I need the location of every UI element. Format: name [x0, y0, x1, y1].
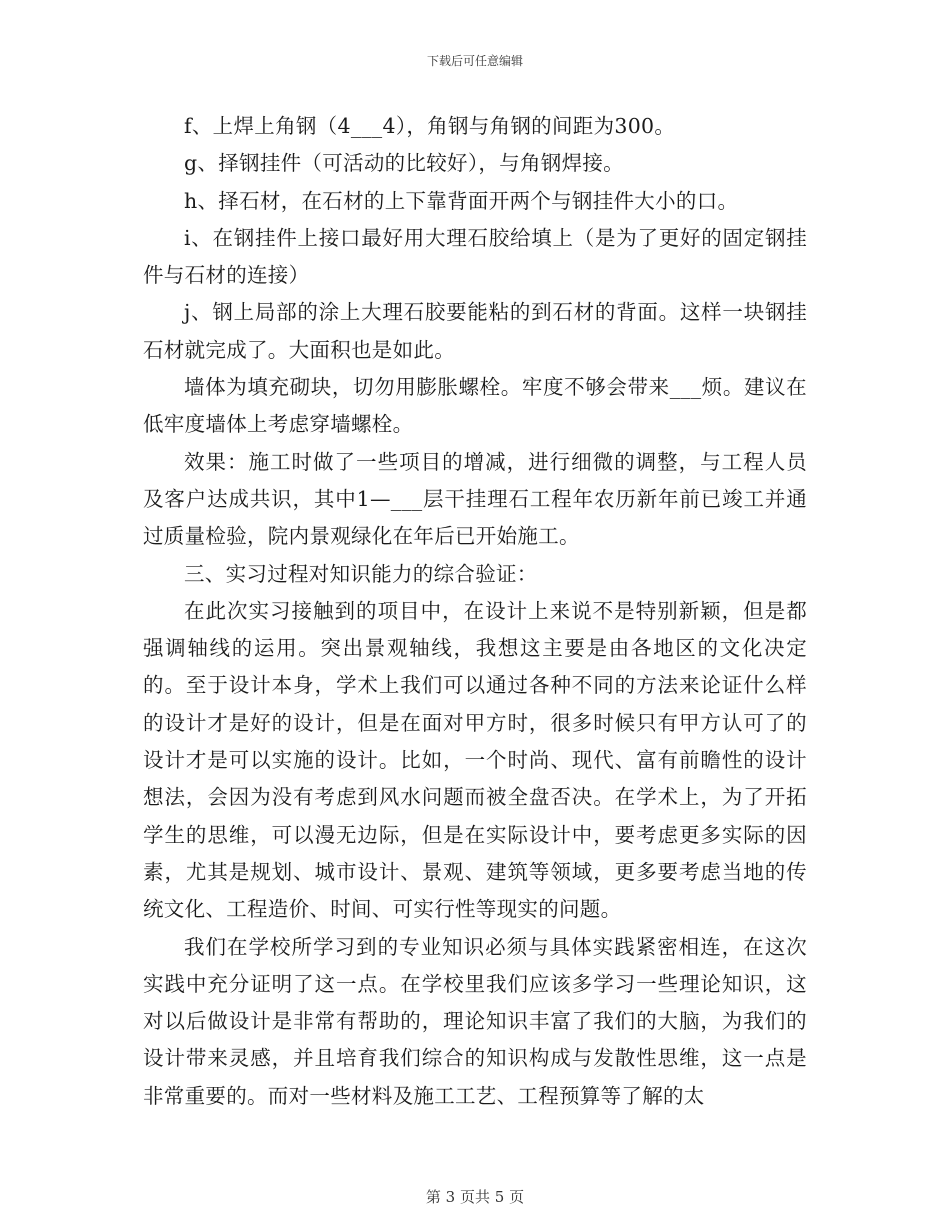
- document-body: [143, 108, 807, 1115]
- paragraph-step-i: i、在钢挂件上接口最好用大理石胶给填上（是为了更好的固定钢挂件与石材的连接）: [143, 225, 807, 288]
- paragraph-step-f: f、上焊上角钢（4___4），角钢与角钢的间距为300。: [184, 114, 676, 138]
- paragraph-effect: 效果：施工时做了一些项目的增减，进行细微的调整，与工程人员及客户达成共识，其中1—___层干挂理石工程年农历新年前已竣工并通过质量检验，院内景观绿化在年后已开始施工。: [143, 449, 807, 549]
- paragraph-step-g: g、择钢挂件（可活动的比较好），与角钢焊接。: [184, 151, 624, 176]
- page-number: 第 3 页共 5 页: [425, 1188, 525, 1206]
- paragraph-study-reflection: 我们在学校所学习到的专业知识必须与具体实践紧密相连，在这次实践中充分证明了这一点。在学校里我们应该多学习一些理论知识，这对以后做设计是非常有帮助的，理论知识丰富了我们的大脑，为我们的设计带来灵感，并且培育我们综合的知识构成与发散性思维，这一点是非常重要的。而对一些材料及施工工艺、工程预算等了解的太: [143, 934, 807, 1108]
- paragraph-step-h: h、择石材，在石材的上下靠背面开两个与钢挂件大小的口。: [184, 188, 739, 213]
- section-heading: 三、实习过程对知识能力的综合验证：: [184, 561, 538, 586]
- page-header: 下载后可任意编辑: [426, 54, 523, 68]
- paragraph-wall-note: 墙体为填充砌块，切勿用膨胀螺栓。牢度不够会带来___烦。建议在低牢度墙体上考虑穿墙螺栓。: [143, 375, 807, 437]
- paragraph-design-discussion: 在此次实习接触到的项目中，在设计上来说不是特别新颖，但是都强调轴线的运用。突出景观轴线，我想这主要是由各地区的文化决定的。至于设计本身，学术上我们可以通过各种不同的方法来论证什么样的设计才是好的设计，但是在面对甲方时，很多时候只有甲方认可了的设计才是可以实施的设计。比如，一个时尚、现代、富有前瞻性的设计想法，会因为没有考虑到风水问题而被全盘否决。在学术上，为了开拓学生的思维，可以漫无边际，但是在实际设计中，要考虑更多实际的因素，尤其是规划、城市设计、景观、建筑等领域，更多要考虑当地的传统文化、工程造价、时间、可实行性等现实的问题。: [143, 598, 807, 922]
- paragraph-step-j: j、钢上局部的涂上大理石胶要能粘的到石材的背面。这样一块钢挂石材就完成了。大面积也是如此。: [143, 300, 807, 362]
